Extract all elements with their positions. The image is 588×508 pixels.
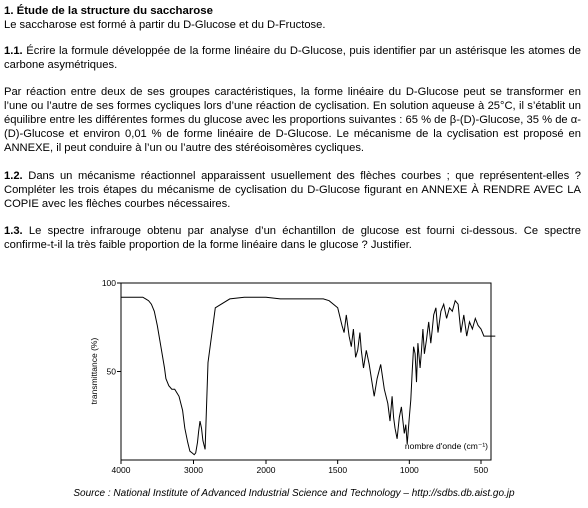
question-1-1-text: Écrire la formule développée de la forme linéaire du D-Glucose, puis identifier par un astérisque les atomes de carbone asymétriques.	[4, 45, 581, 72]
x-tick-label: 1500	[328, 465, 348, 475]
ir-spectrum	[0, 271, 588, 479]
document-page	[4, 4, 581, 253]
ir-spectrum-svg	[0, 271, 588, 479]
y-axis-label: transmittance (%)	[89, 337, 99, 405]
x-axis-label: nombre d'onde (cm⁻¹)	[404, 441, 488, 451]
x-tick-label: 1000	[399, 465, 419, 475]
x-tick-label: 4000	[111, 465, 131, 475]
section-title: 1. Étude de la structure du saccharose	[4, 5, 213, 17]
x-tick-label: 500	[473, 465, 489, 475]
source-caption: Source : National Institute of Advanced Industrial Science and Technology – http://sdbs.db.aist.go.jp	[73, 488, 515, 499]
question-1-3	[4, 224, 581, 252]
y-tick-label: 50	[106, 366, 116, 377]
question-1-2-number: 1.2.	[4, 169, 23, 182]
question-1-1	[4, 44, 581, 72]
question-1-2	[4, 169, 581, 212]
section-intro: Le saccharose est formé à partir du D-Glucose et du D-Fructose.	[4, 19, 326, 31]
question-1-1-number: 1.1.	[4, 45, 23, 58]
question-1-3-text: Le spectre infrarouge obtenu par analyse d’un échantillon de glucose est fourni ci-dessous. Ce spectre confirme-t-il la très faible proportion de la forme linéaire dans le glucose ? Justifier.	[4, 225, 581, 252]
x-tick-label: 3000	[184, 465, 203, 475]
y-tick-label: 100	[101, 278, 116, 288]
cyclisation-paragraph: Par réaction entre deux de ses groupes caractéristiques, la forme linéaire du D-Glucose peut se transformer en l’une ou l’autre de ses formes cycliques lors d’une réaction de cyclisation. En solution aqueuse à 25°C, il s’établit un équilibre entre les différentes formes du glucose avec les proportions suivantes : 65 % de β-(D)-Glucose, 35 % de α-(D)-Glucose et environ 0,01 % de forme linéaire de D-Glucose. Le mécanisme de la cyclisation est proposé en ANNEXE, il peut conduire à l’un ou l’autre des stéréoisomères cycliques.	[4, 85, 581, 155]
question-1-2-text: Dans un mécanisme réactionnel apparaissent usuellement des flèches courbes ; que représentent-elles ? Compléter les trois étapes du mécanisme de cyclisation du D-Glucose figurant en ANNEXE À RENDRE AVEC LA COPIE avec les flèches courbes nécessaires.	[4, 169, 581, 211]
x-tick-label: 2000	[256, 465, 276, 475]
spectrum-line	[121, 297, 495, 455]
question-1-3-number: 1.3.	[4, 225, 23, 238]
